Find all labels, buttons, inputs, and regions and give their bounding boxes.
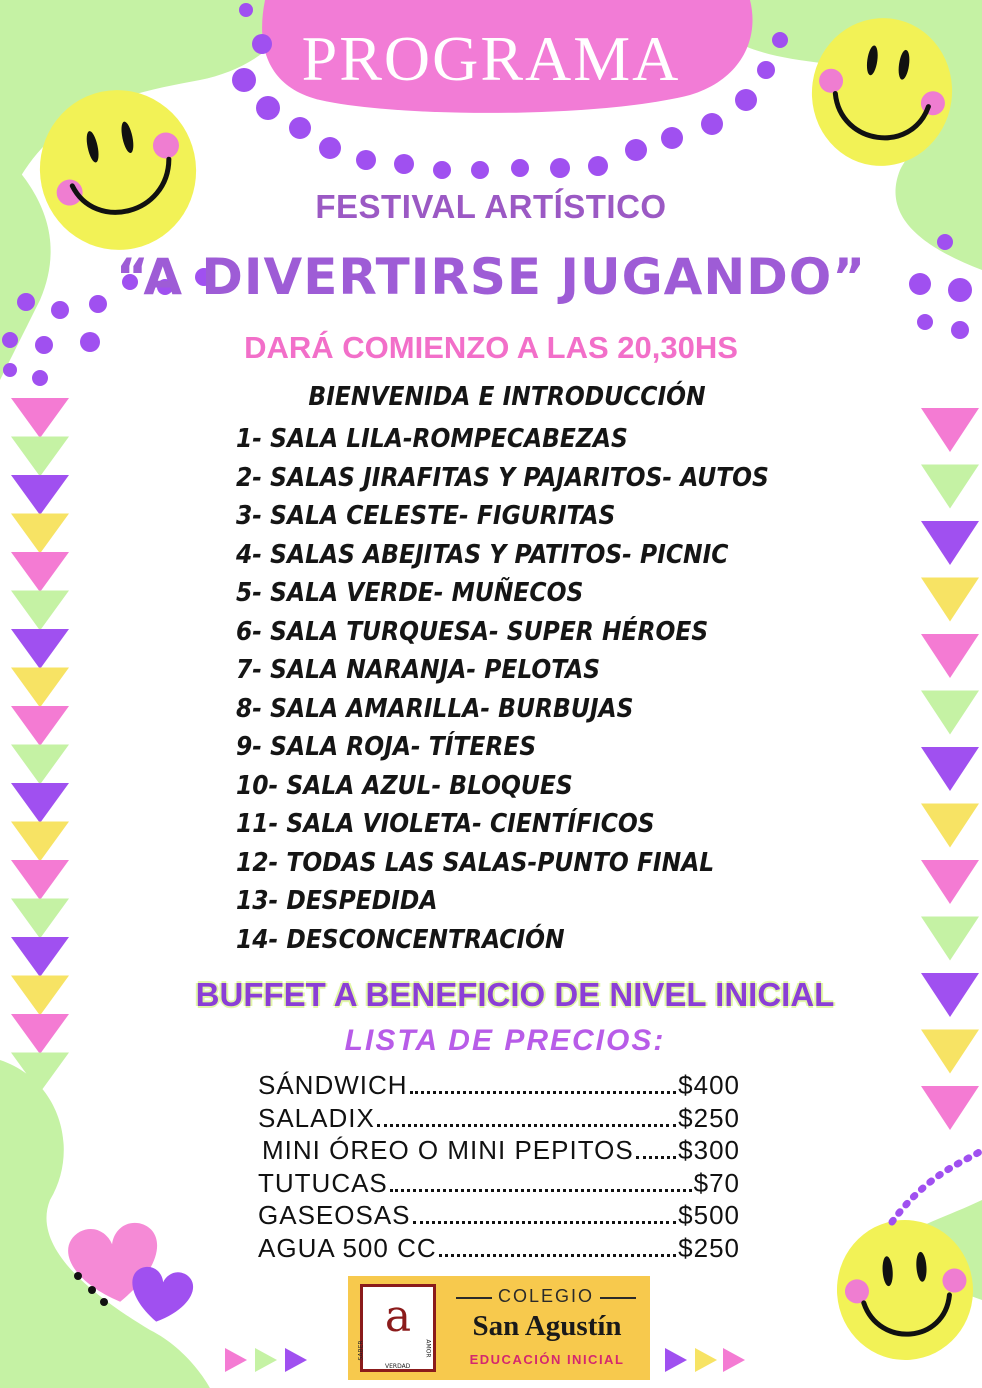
dot-icon bbox=[100, 1298, 108, 1306]
dot-leader bbox=[413, 1221, 677, 1224]
price-row bbox=[258, 1135, 740, 1168]
triangle-pennant-icon bbox=[255, 1348, 277, 1372]
triangle-pennant-icon bbox=[921, 860, 979, 904]
price-row bbox=[258, 1070, 740, 1103]
dot-leader bbox=[410, 1091, 677, 1094]
triangle-pennant-icon bbox=[921, 578, 979, 622]
program-item: 8- SALA AMARILLA- BURBUJAS bbox=[236, 693, 634, 724]
triangle-pennant-icon bbox=[921, 917, 979, 961]
triangle-pennant-icon bbox=[11, 706, 69, 746]
dot-icon bbox=[319, 137, 341, 159]
program-item: 6- SALA TURQUESA- SUPER HÉROES bbox=[236, 616, 709, 647]
triangle-pennant-icon bbox=[921, 408, 979, 452]
triangle-pennant-icon bbox=[11, 552, 69, 592]
triangle-pennant-icon bbox=[285, 1348, 307, 1372]
triangle-pennant-icon bbox=[921, 691, 979, 735]
dot-icon bbox=[701, 113, 723, 135]
dot-icon bbox=[917, 314, 933, 330]
triangle-pennant-icon bbox=[921, 521, 979, 565]
price-row bbox=[258, 1200, 740, 1233]
prices-heading: LISTA DE PRECIOS: bbox=[344, 1024, 666, 1057]
program-item: 3- SALA CELESTE- FIGURITAS bbox=[236, 501, 616, 531]
triangle-pennant-icon bbox=[11, 591, 69, 631]
dot-leader bbox=[390, 1189, 692, 1192]
price-item-name: TUTUCAS bbox=[258, 1167, 388, 1198]
triangle-pennant-icon bbox=[11, 783, 69, 823]
heart-icon bbox=[126, 1264, 195, 1327]
program-item: 5- SALA VERDE- MUÑECOS bbox=[236, 578, 584, 608]
program-item: 13- DESPEDIDA bbox=[236, 886, 438, 916]
festival-name: “A DIVERTIRSE JUGANDO” bbox=[115, 248, 867, 306]
dot-icon bbox=[511, 159, 529, 177]
triangle-pennant-icon bbox=[921, 804, 979, 848]
program-item: 2- SALAS JIRAFITAS Y PAJARITOS- AUTOS bbox=[236, 462, 769, 493]
buffet-title: BUFFET A BENEFICIO DE NIVEL INICIAL bbox=[195, 976, 835, 1013]
dot-icon bbox=[625, 139, 647, 161]
triangle-pennant-icon bbox=[11, 668, 69, 708]
crest-letter: a bbox=[384, 1291, 412, 1342]
school-name: San Agustín bbox=[472, 1310, 622, 1342]
green-blob-bottom-left bbox=[0, 1060, 210, 1388]
triangle-pennant-icon bbox=[225, 1348, 247, 1372]
school-crest-icon bbox=[357, 1284, 436, 1372]
dot-icon bbox=[74, 1272, 82, 1280]
triangle-pennant-icon bbox=[11, 514, 69, 554]
dot-icon bbox=[88, 1286, 96, 1294]
triangle-pennant-icon bbox=[665, 1348, 687, 1372]
price-row bbox=[258, 1103, 740, 1136]
program-item: 9- SALA ROJA- TÍTERES bbox=[236, 732, 537, 762]
price-value: $500 bbox=[678, 1200, 740, 1230]
crest-word: SABER bbox=[357, 1340, 365, 1361]
price-item-name: MINI ÓREO O MINI PEPITOS bbox=[262, 1135, 634, 1165]
price-list bbox=[258, 1070, 740, 1265]
price-row bbox=[258, 1168, 740, 1201]
festival-subtitle: FESTIVAL ARTÍSTICO bbox=[315, 188, 667, 225]
program-item: 7- SALA NARANJA- PELOTAS bbox=[236, 655, 601, 685]
dot-icon bbox=[661, 127, 683, 149]
dot-icon bbox=[356, 150, 376, 170]
price-value: $70 bbox=[693, 1167, 740, 1198]
dot-leader bbox=[377, 1124, 676, 1127]
program-item: 14- DESCONCENTRACIÓN bbox=[236, 924, 565, 955]
school-top-label: COLEGIO bbox=[497, 1286, 595, 1306]
school-level: EDUCACIÓN INICIAL bbox=[469, 1352, 625, 1367]
price-row bbox=[258, 1233, 740, 1266]
program-list bbox=[236, 420, 769, 959]
triangle-pennant-icon bbox=[11, 437, 69, 477]
start-time: DARÁ COMIENZO A LAS 20,30HS bbox=[244, 330, 738, 365]
triangle-pennant-icon bbox=[921, 1086, 979, 1130]
price-value: $250 bbox=[678, 1102, 740, 1133]
program-item: 4- SALAS ABEJITAS Y PATITOS- PICNIC bbox=[236, 539, 729, 570]
price-item-name: GASEOSAS bbox=[258, 1200, 411, 1230]
program-welcome: BIENVENIDA E INTRODUCCIÓN bbox=[308, 382, 706, 412]
program-item: 1- SALA LILA-ROMPECABEZAS bbox=[236, 424, 628, 454]
price-value: $250 bbox=[678, 1232, 740, 1263]
crest-word: VERDAD bbox=[385, 1363, 411, 1370]
school-logo bbox=[348, 1276, 650, 1380]
program-item: 11- SALA VIOLETA- CIENTÍFICOS bbox=[236, 809, 655, 839]
dot-icon bbox=[550, 158, 570, 178]
triangle-pennant-icon bbox=[11, 629, 69, 669]
dot-icon bbox=[588, 156, 608, 176]
price-item-name: SÁNDWICH bbox=[258, 1070, 408, 1100]
triangle-pennant-icon bbox=[11, 860, 69, 900]
divider bbox=[600, 1297, 636, 1299]
price-item-name: AGUA 500 CC bbox=[258, 1232, 437, 1263]
dot-icon bbox=[433, 161, 451, 179]
triangle-pennant-icon bbox=[695, 1348, 717, 1372]
right-pennant-column bbox=[921, 408, 979, 1130]
triangle-pennant-icon bbox=[921, 747, 979, 791]
dot-icon bbox=[239, 3, 253, 17]
dot-icon bbox=[471, 161, 489, 179]
triangle-pennant-icon bbox=[723, 1348, 745, 1372]
dot-leader bbox=[636, 1156, 676, 1159]
triangle-pennant-icon bbox=[921, 634, 979, 678]
dot-icon bbox=[256, 96, 280, 120]
triangle-pennant-icon bbox=[11, 937, 69, 977]
dot-icon bbox=[394, 154, 414, 174]
triangle-pennant-icon bbox=[921, 465, 979, 509]
triangle-pennant-icon bbox=[11, 899, 69, 939]
price-item-name: SALADIX bbox=[258, 1102, 375, 1133]
program-item: 12- TODAS LAS SALAS-PUNTO FINAL bbox=[236, 847, 715, 878]
triangle-pennant-icon bbox=[11, 475, 69, 515]
crest-word: AMOR bbox=[424, 1339, 432, 1358]
page-title: PROGRAMA bbox=[301, 23, 681, 94]
program-item: 10- SALA AZUL- BLOQUES bbox=[236, 770, 573, 801]
dot-leader bbox=[439, 1254, 677, 1257]
triangle-pennant-icon bbox=[11, 822, 69, 862]
price-value: $400 bbox=[678, 1070, 740, 1100]
dot-icon bbox=[289, 117, 311, 139]
price-value: $300 bbox=[678, 1135, 740, 1165]
triangle-pennant-icon bbox=[11, 745, 69, 785]
